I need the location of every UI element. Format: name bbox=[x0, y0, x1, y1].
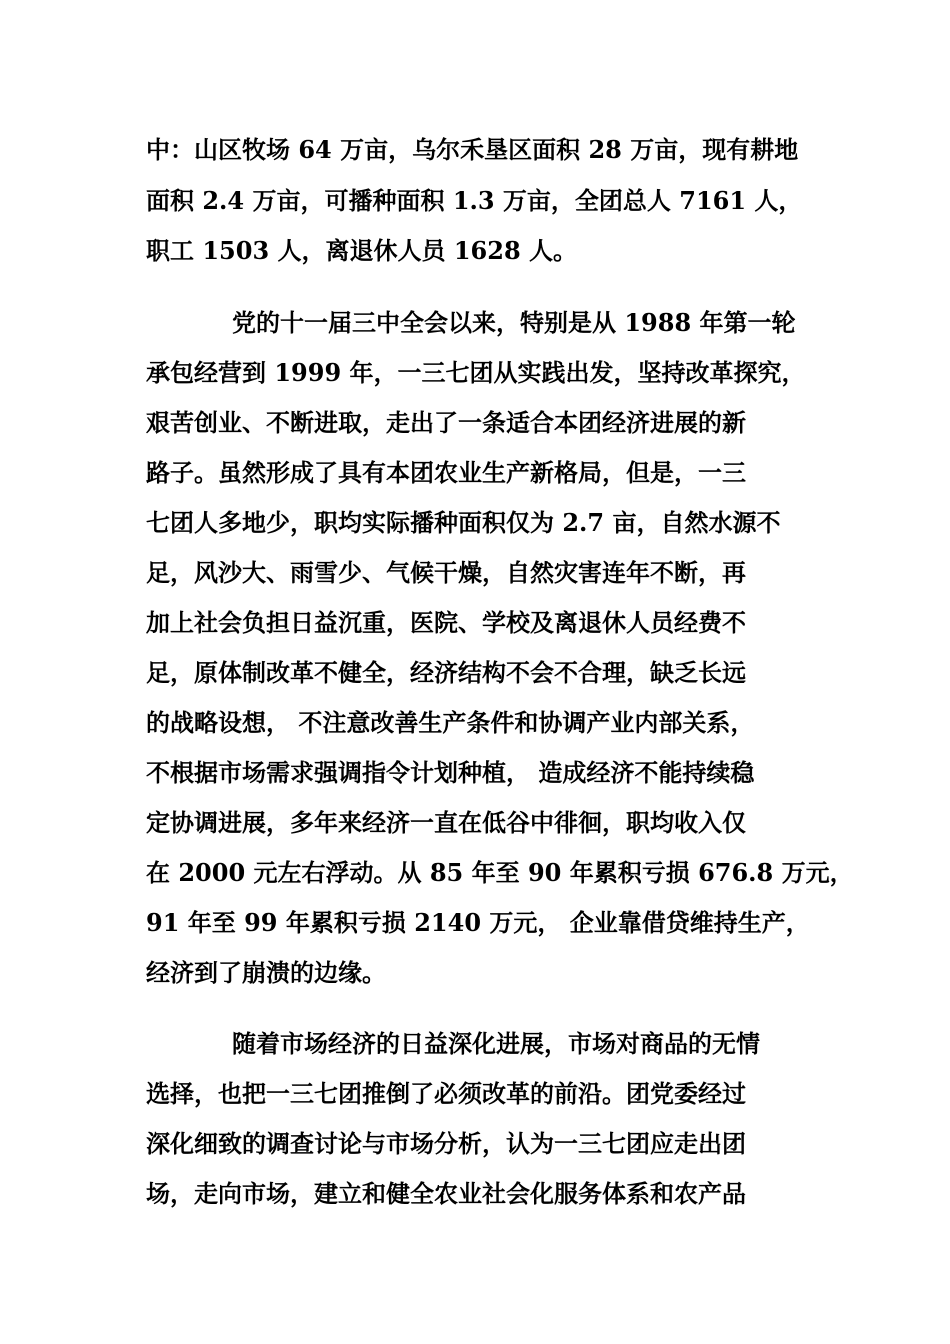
paragraph-2-line-3: 艰苦创业、不断进取，走出了一条适合本团经济进展的新 bbox=[146, 408, 746, 437]
paragraph-2-line-4: 路子。虽然形成了具有本团农业生产新格局，但是，一三 bbox=[146, 458, 746, 487]
paragraph-1-line-3: 职工 1503 人，离退休人员 1628 人。 bbox=[146, 236, 578, 265]
paragraph-2-line-6: 足，风沙大、雨雪少、气候干燥，自然灾害连年不断，再 bbox=[146, 558, 746, 587]
paragraph-1-line-2: 面积 2.4 万亩，可播种面积 1.3 万亩，全团总人 7161 人， bbox=[146, 186, 803, 215]
paragraph-2-line-12: 在 2000 元左右浮动。从 85 年至 90 年累积亏损 676.8 万元， bbox=[146, 858, 854, 887]
paragraph-3-line-2: 选择，也把一三七团推倒了必须改革的前沿。团党委经过 bbox=[146, 1079, 746, 1108]
paragraph-2-line-7: 加上社会负担日益沉重，医院、学校及离退休人员经费不 bbox=[146, 608, 746, 637]
paragraph-3-line-3: 深化细致的调查讨论与市场分析，认为一三七团应走出团 bbox=[146, 1129, 746, 1158]
paragraph-2-line-10: 不根据市场需求强调指令计划种植， 造成经济不能持续稳 bbox=[146, 758, 755, 787]
paragraph-2-line-14: 经济到了崩溃的边缘。 bbox=[146, 958, 386, 987]
paragraph-2-line-2: 承包经营到 1999 年，一三七团从实践出发，坚持改革探究， bbox=[146, 358, 806, 387]
paragraph-2-line-11: 定协调进展，多年来经济一直在低谷中徘徊，职均收入仅 bbox=[146, 808, 746, 837]
paragraph-3-line-1: 随着市场经济的日益深化进展，市场对商品的无情 bbox=[232, 1029, 760, 1058]
paragraph-1-line-1: 中：山区牧场 64 万亩，乌尔禾垦区面积 28 万亩，现有耕地 bbox=[146, 135, 799, 164]
paragraph-2-line-8: 足，原体制改革不健全，经济结构不会不合理，缺乏长远 bbox=[146, 658, 746, 687]
paragraph-2-line-9: 的战略设想， 不注意改善生产条件和协调产业内部关系， bbox=[146, 708, 755, 737]
paragraph-2-line-5: 七团人多地少，职均实际播种面积仅为 2.7 亩，自然水源不 bbox=[146, 508, 781, 537]
paragraph-3-line-4: 场，走向市场，建立和健全农业社会化服务体系和农产品 bbox=[146, 1179, 746, 1208]
paragraph-2-line-13: 91 年至 99 年累积亏损 2140 万元， 企业靠借贷维持生产， bbox=[146, 908, 810, 937]
paragraph-2-line-1: 党的十一届三中全会以来，特别是从 1988 年第一轮 bbox=[232, 308, 796, 337]
